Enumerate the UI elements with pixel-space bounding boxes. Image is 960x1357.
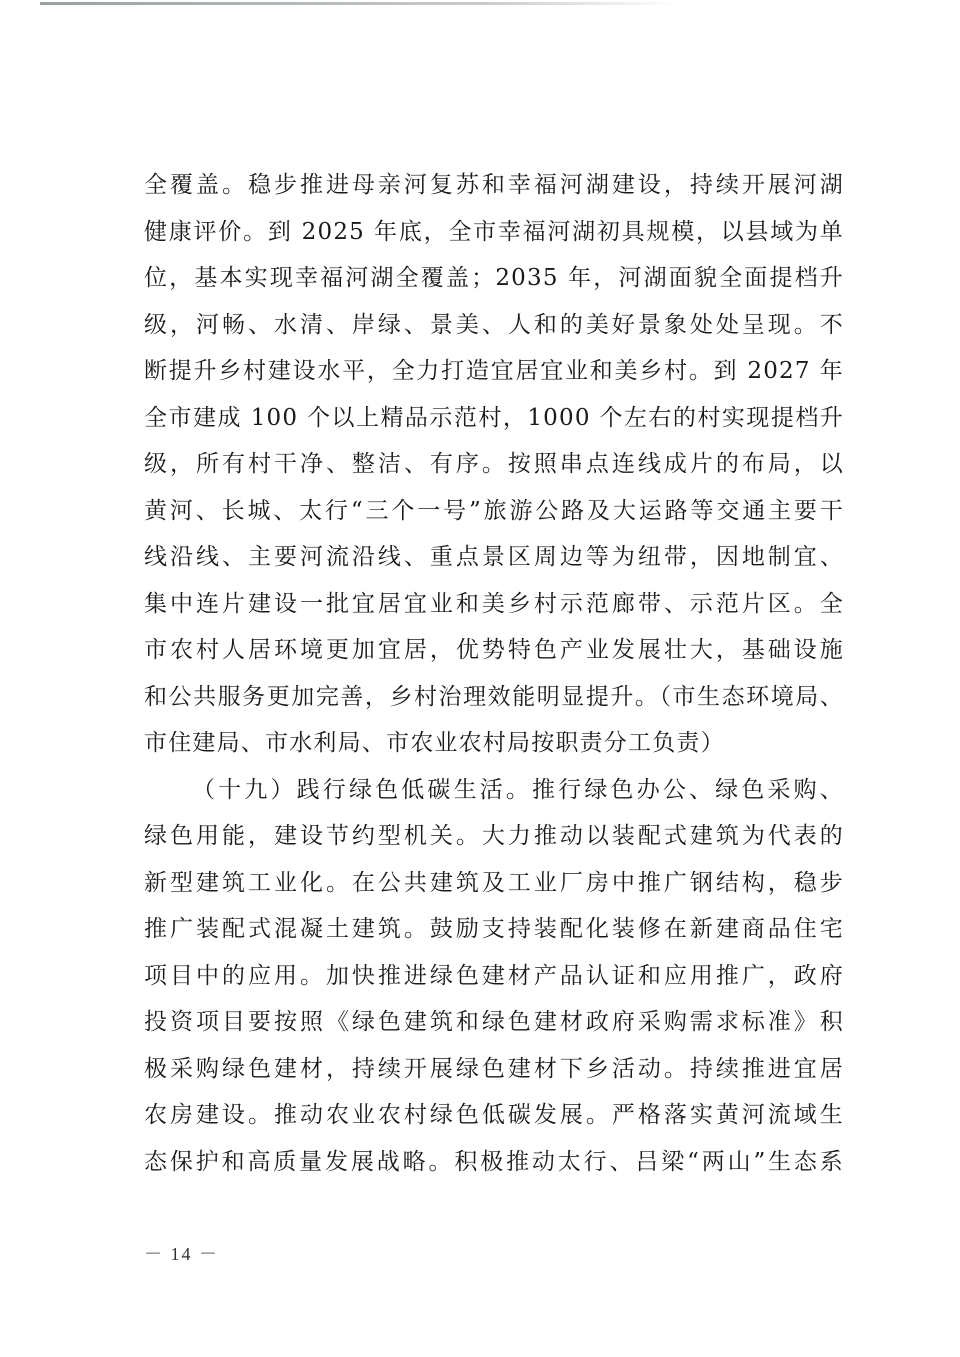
text-line: 断提升乡村建设水平，全力打造宜居宜业和美乡村。到 2027 年 bbox=[144, 358, 844, 384]
section-heading-line: （十九）践行绿色低碳生活。推行绿色办公、绿色采购、 bbox=[192, 776, 844, 803]
text-line: 新型建筑工业化。在公共建筑及工业厂房中推广钢结构，稳步 bbox=[144, 869, 844, 896]
text-line: 市农村人居环境更加宜居，优势特色产业发展壮大，基础设施 bbox=[144, 637, 844, 663]
text-line: 和公共服务更加完善，乡村治理效能明显提升。（市生态环境局、 bbox=[144, 683, 844, 710]
page-number: － 14 － bbox=[144, 1244, 219, 1264]
text-line: 级，河畅、水清、岸绿、景美、人和的美好景象处处呈现。不 bbox=[144, 311, 844, 338]
text-line: 项目中的应用。加快推进绿色建材产品认证和应用推广，政府 bbox=[144, 962, 844, 989]
text-line: 位，基本实现幸福河湖全覆盖；2035 年，河湖面貌全面提档升 bbox=[144, 265, 844, 291]
text-line: 绿色用能，建设节约型机关。大力推动以装配式建筑为代表的 bbox=[144, 823, 844, 849]
text-line: 全覆盖。稳步推进母亲河复苏和幸福河湖建设，持续开展河湖 bbox=[144, 172, 844, 198]
document-body bbox=[144, 162, 844, 1185]
text-line: 级，所有村干净、整洁、有序。按照串点连线成片的布局，以 bbox=[144, 451, 844, 477]
text-line: 农房建设。推动农业农村绿色低碳发展。严格落实黄河流域生 bbox=[144, 1102, 844, 1128]
top-edge-rule bbox=[40, 2, 680, 5]
text-line: 投资项目要按照《绿色建筑和绿色建材政府采购需求标准》积 bbox=[144, 1009, 844, 1035]
text-line: 市住建局、市水利局、市农业农村局按职责分工负责） bbox=[144, 730, 725, 756]
text-line: 态保护和高质量发展战略。积极推动太行、吕梁“两山”生态系 bbox=[144, 1148, 844, 1175]
text-line: 黄河、长城、太行“三个一号”旅游公路及大运路等交通主要干 bbox=[144, 497, 844, 524]
text-line: 健康评价。到 2025 年底，全市幸福河湖初具规模，以县域为单 bbox=[144, 218, 844, 245]
text-line: 推广装配式混凝土建筑。鼓励支持装配化装修在新建商品住宅 bbox=[144, 916, 844, 942]
text-line: 极采购绿色建材，持续开展绿色建材下乡活动。持续推进宜居 bbox=[144, 1055, 844, 1082]
text-line: 线沿线、主要河流沿线、重点景区周边等为纽带，因地制宜、 bbox=[144, 544, 844, 570]
text-line: 集中连片建设一批宜居宜业和美乡村示范廊带、示范片区。全 bbox=[144, 590, 844, 617]
text-line: 全市建成 100 个以上精品示范村，1000 个左右的村实现提档升 bbox=[144, 404, 844, 431]
